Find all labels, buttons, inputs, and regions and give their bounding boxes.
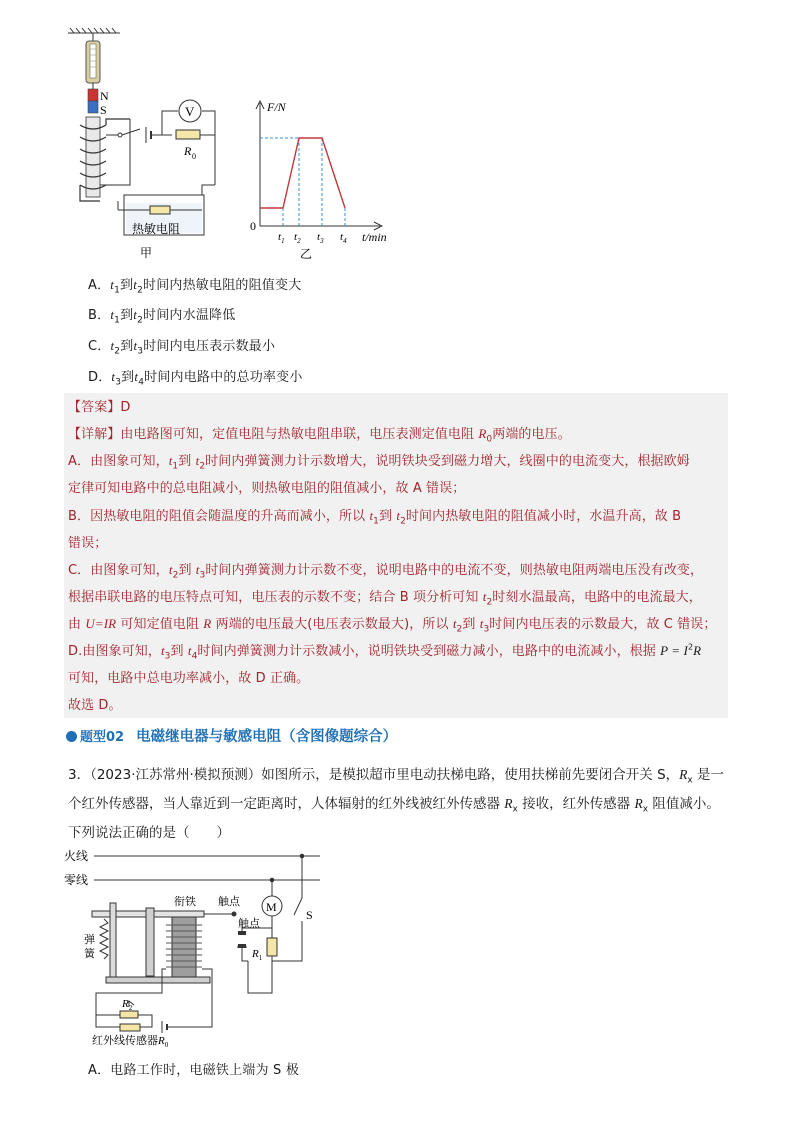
detail-c-line-3: 由 U=IR 可知定值电阻 R 两端的电压最大(电压表示数最大)，所以 $t_2$到 $t_3$时间内电压表的示数最大，故 C 错误；	[68, 616, 717, 635]
final-choice: 故选 D。	[68, 698, 122, 713]
armature-label: 衔铁	[174, 895, 196, 908]
live-wire-label: 火线	[64, 849, 89, 863]
option-d[interactable]: D．$t_3$到$t_4$时间内电路中的总功率变小	[88, 369, 303, 388]
graph-x-label: t/min	[362, 230, 387, 244]
figure-1	[60, 25, 420, 265]
tick-t2: $t_2$	[294, 231, 301, 245]
detail-c-line-1: C．由图象可知，$t_2$到 $t_3$时间内弹簧测力计示数不变，说明电路中的电流不变，则热敏电阻两端电压没有改变，	[68, 562, 704, 581]
figure-a-caption: 甲	[140, 246, 153, 260]
graph-y-label: F/N	[267, 100, 286, 114]
graph-origin: 0	[250, 219, 256, 233]
neutral-wire-label: 零线	[64, 873, 89, 887]
detail-b-line-1: B．因热敏电阻的阻值会随温度的升高而减小，所以 $t_1$到 $t_2$时间内热敏电阻的阻值减小时，水温升高，故 B	[68, 508, 682, 527]
tick-t4: $t_4$	[340, 231, 347, 245]
magnet-n-label: N	[100, 89, 109, 103]
detail-a-line-1: A．由图象可知，$t_1$到 $t_2$时间内弹簧测力计示数增大，说明铁块受到磁力增大，线圈中的电流变大，根据欧姆	[68, 453, 690, 472]
motor-label: M	[266, 900, 277, 914]
figure-b-caption: 乙	[300, 247, 313, 261]
r1-label: $R_1$	[252, 948, 263, 962]
detail-c-line-2: 根据串联电路的电压特点可知，电压表的示数不变；结合 B 项分析可知 $t_2$时刻水温最高，电路中的电流最大，	[68, 589, 702, 608]
resistor-r1	[267, 938, 277, 956]
electromagnet-coil	[80, 117, 130, 201]
contact-top-label: 触点	[218, 895, 240, 908]
section-tag: 题型02	[80, 730, 125, 745]
r0-label: R	[184, 144, 192, 158]
question3-line-3: 下列说法正确的是（ ）	[68, 825, 230, 841]
detail-line-1: 【详解】由电路图可知，定值电阻与热敏电阻串联，电压表测定值电阻 $R_0$两端的电压。	[68, 426, 571, 445]
spring-label-1: 弹	[84, 933, 95, 946]
voltmeter-label: V	[185, 104, 195, 119]
figure-2	[62, 843, 332, 1051]
question3-line-1: 3．（2023·江苏常州·模拟预测）如图所示，是模拟超市里电动扶梯电路，使用扶梯前先要闭合开关 S，$R_x$ 是一	[68, 767, 725, 786]
r0-sub: 0	[192, 152, 196, 161]
detail-d-line-2: 可知，电路中总电功率减小，故 D 正确。	[68, 671, 310, 686]
detail-d-line-1: D.由图象可知，$t_3$到 $t_4$时间内弹簧测力计示数减小，说明铁块受到磁力减小，电路中的电流减小，根据 $P = I^2R$	[68, 642, 702, 662]
detail-a-line-2: 定律可知电路中的总电阻减小，则热敏电阻的阻值减小，故 A 错误；	[68, 481, 466, 496]
thermistor-label: 热敏电阻	[132, 222, 181, 236]
detail-b-line-2: 错误；	[68, 536, 108, 551]
magnet-s-label: S	[100, 103, 107, 117]
contact-top	[238, 931, 246, 935]
tick-t1: $t_1$	[278, 231, 285, 245]
option-a[interactable]: A．$t_1$到$t_2$时间内热敏电阻的阻值变大	[88, 277, 302, 296]
switch-label: S	[306, 908, 313, 922]
ceiling-support	[68, 28, 120, 33]
resistor-r0	[176, 130, 200, 161]
bar-magnet	[88, 89, 109, 117]
spring-label-2: 簧	[84, 947, 95, 960]
section-marker-icon	[66, 731, 77, 742]
force-time-graph	[250, 100, 387, 261]
tick-t3: $t_3$	[317, 231, 324, 245]
q3-option-a[interactable]: A．电路工作时，电磁铁上端为 S 极	[88, 1063, 300, 1078]
contact-bottom-label: 触点	[238, 917, 260, 930]
thermistor	[150, 206, 170, 214]
option-c[interactable]: C．$t_2$到$t_3$时间内电压表示数最小	[88, 338, 276, 357]
section-name: 电磁继电器与敏感电阻（含图像题综合）	[136, 729, 398, 745]
force-curve	[260, 138, 345, 208]
water-container	[118, 195, 204, 236]
option-b[interactable]: B．$t_1$到$t_2$时间内水温降低	[88, 307, 236, 326]
spring-scale	[86, 33, 100, 89]
contact-bottom	[238, 944, 246, 948]
r2-label: $R_2$	[122, 998, 133, 1012]
answer-head: 【答案】D	[68, 400, 131, 415]
voltmeter	[179, 100, 201, 122]
section-title	[66, 725, 397, 746]
question3-line-2: 个红外传感器，当人靠近到一定距离时，人体辐射的红外线被红外传感器 $R_x$ 接收，红外传感器 $R_x$ 阻值减小。	[68, 796, 720, 815]
sensor-label: 红外线传感器$R_0$	[92, 1034, 169, 1049]
